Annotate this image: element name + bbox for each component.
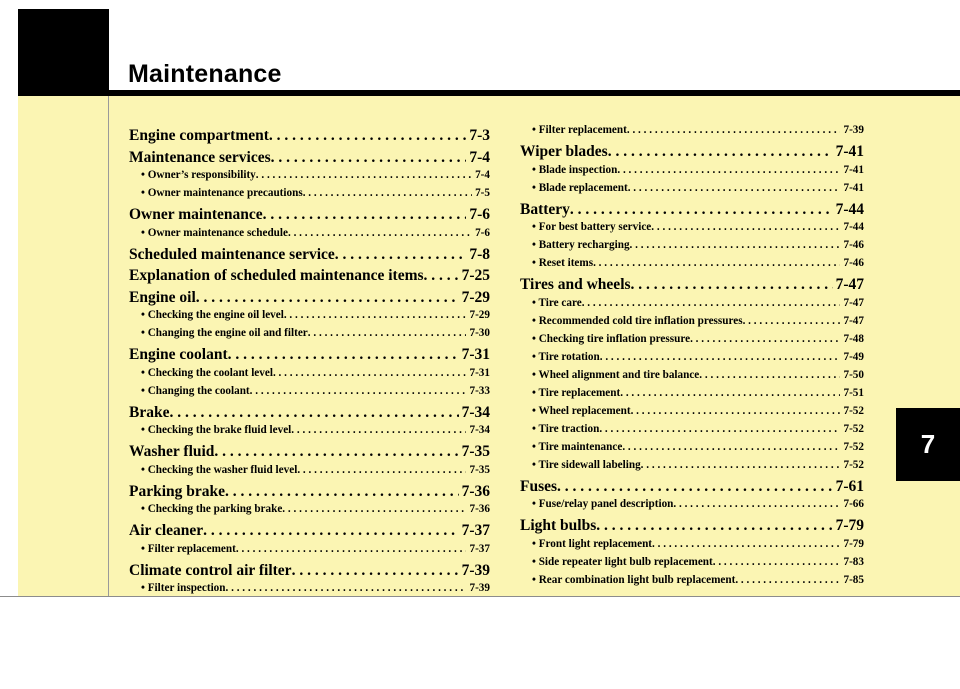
toc-entry-page: 7-39 <box>469 582 490 594</box>
toc-entry-page: 7-52 <box>843 440 864 453</box>
toc-entry-title: • Blade replacement <box>532 181 628 194</box>
toc-entry-page: 7-3 <box>469 127 490 144</box>
toc-leader-dots <box>273 367 467 379</box>
toc-leader-dots <box>620 387 840 399</box>
toc-entry-page: 7-4 <box>475 169 490 181</box>
toc-subsection-entry[interactable] <box>520 182 864 200</box>
toc-entry-page: 7-35 <box>469 463 490 476</box>
toc-entry-title: • Checking the parking brake <box>141 503 283 515</box>
toc-leader-dots <box>627 124 841 136</box>
toc-entry-page: 7-34 <box>461 403 490 421</box>
toc-entry-page: 7-39 <box>461 561 490 579</box>
toc-entry-page: 7-36 <box>461 482 490 500</box>
toc-leader-dots <box>169 404 458 422</box>
toc-leader-dots <box>651 221 840 233</box>
toc-entry-page: 7-51 <box>843 386 864 399</box>
toc-subsection-entry[interactable] <box>520 423 864 441</box>
toc-entry-page: 7-83 <box>843 555 864 568</box>
toc-section-entry[interactable] <box>129 267 490 288</box>
toc-subsection-entry[interactable] <box>129 327 490 345</box>
margin-line <box>108 96 109 596</box>
toc-subsection-entry[interactable] <box>520 538 864 556</box>
toc-leader-dots <box>630 239 841 251</box>
toc-section-entry[interactable] <box>129 289 490 310</box>
chapter-tab-label: 7 <box>920 429 936 459</box>
toc-entry-page: 7-29 <box>469 309 490 321</box>
toc-entry-title: • Changing the coolant <box>141 384 250 397</box>
toc-section-entry[interactable] <box>129 127 490 148</box>
page-title: Maintenance <box>128 60 282 88</box>
toc-entry-page: 7-37 <box>469 542 490 555</box>
toc-entry-title: • Rear combination light bulb replacement <box>532 573 736 586</box>
toc-subsection-entry[interactable] <box>520 257 864 275</box>
toc-leader-dots <box>570 201 833 219</box>
toc-subsection-entry[interactable] <box>520 297 864 315</box>
toc-subsection-entry[interactable] <box>520 369 864 387</box>
toc-entry-title: • Reset items <box>532 257 594 269</box>
toc-entry-page: 7-31 <box>469 366 490 379</box>
toc-section-entry[interactable] <box>129 522 490 543</box>
toc-entry-page: 7-41 <box>835 143 864 160</box>
toc-subsection-entry[interactable] <box>129 543 490 561</box>
toc-entry-title: • Checking tire inflation pressure <box>532 332 691 345</box>
toc-subsection-entry[interactable] <box>129 385 490 403</box>
toc-entry-page: 7-5 <box>475 187 490 199</box>
toc-entry-title: Air cleaner <box>129 522 204 539</box>
toc-leader-dots <box>424 267 459 285</box>
toc-entry-title: • Tire traction <box>532 422 600 435</box>
toc-leader-dots <box>628 182 841 194</box>
toc-leader-dots <box>288 227 472 239</box>
toc-entry-page: 7-66 <box>843 498 864 510</box>
toc-entry-title: • Blade inspection <box>532 163 618 176</box>
toc-leader-dots <box>226 582 467 594</box>
toc-leader-dots <box>622 441 840 453</box>
toc-section-entry[interactable] <box>520 478 864 499</box>
toc-section-entry[interactable] <box>520 276 864 297</box>
toc-section-entry[interactable] <box>129 346 490 367</box>
toc-leader-dots <box>699 369 840 381</box>
toc-entry-page: 7-4 <box>469 148 490 166</box>
toc-entry-title: Owner maintenance <box>129 206 263 223</box>
toc-entry-page: 7-35 <box>461 443 490 460</box>
toc-entry-page: 7-79 <box>843 537 864 550</box>
toc-leader-dots <box>617 164 840 176</box>
toc-subsection-entry[interactable] <box>129 367 490 385</box>
toc-leader-dots <box>284 309 467 321</box>
toc-leader-dots <box>596 517 832 535</box>
toc-entry-title: • Filter inspection <box>141 582 226 594</box>
toc-leader-dots <box>582 297 841 309</box>
toc-subsection-entry[interactable] <box>129 309 490 327</box>
toc-entry-title: Climate control air filter <box>129 561 292 579</box>
toc-section-entry[interactable] <box>129 443 490 464</box>
toc-entry-title: Engine compartment <box>129 127 269 144</box>
toc-subsection-entry[interactable] <box>129 227 490 245</box>
toc-subsection-entry[interactable] <box>520 164 864 182</box>
toc-entry-title: • Checking the brake fluid level <box>141 424 292 436</box>
toc-entry-page: 7-29 <box>461 288 490 306</box>
toc-section-entry[interactable] <box>520 143 864 164</box>
toc-entry-title: • Filter replacement <box>532 124 627 136</box>
toc-leader-dots <box>292 562 459 580</box>
toc-leader-dots <box>214 443 458 461</box>
toc-entry-title: • Tire care <box>532 296 582 309</box>
toc-entry-title: • Checking the washer fluid level <box>141 463 298 476</box>
toc-entry-page: 7-25 <box>461 267 490 284</box>
toc-leader-dots <box>225 483 459 501</box>
corner-black-block <box>18 9 109 96</box>
toc-entry-page: 7-44 <box>835 200 864 218</box>
toc-entry-page: 7-48 <box>843 332 864 345</box>
toc-entry-page: 7-47 <box>835 276 864 293</box>
toc-entry-title: • Tire replacement <box>532 386 621 399</box>
toc-left-column <box>129 126 490 600</box>
toc-subsection-entry[interactable] <box>129 582 490 600</box>
toc-section-entry[interactable] <box>129 206 490 227</box>
toc-leader-dots <box>593 257 840 269</box>
toc-leader-dots <box>599 423 840 435</box>
toc-entry-title: Washer fluid <box>129 443 215 460</box>
toc-entry-page: 7-30 <box>469 327 490 339</box>
toc-leader-dots <box>203 522 458 540</box>
toc-entry-page: 7-33 <box>469 384 490 397</box>
toc-entry-page: 7-44 <box>843 221 864 233</box>
toc-entry-title: Light bulbs <box>520 517 597 534</box>
toc-subsection-entry[interactable] <box>520 124 864 142</box>
toc-entry-title: • Tire maintenance <box>532 440 623 453</box>
toc-entry-title: Engine coolant <box>129 346 228 363</box>
toc-subsection-entry[interactable] <box>129 187 490 205</box>
toc-leader-dots <box>263 206 467 224</box>
toc-subsection-entry[interactable] <box>520 459 864 477</box>
toc-entry-title: • Tire sidewall labeling <box>532 458 641 471</box>
toc-section-entry[interactable] <box>129 404 490 425</box>
toc-entry-title: • Checking the coolant level <box>141 366 273 379</box>
toc-subsection-entry[interactable] <box>520 405 864 423</box>
toc-leader-dots <box>735 574 840 586</box>
toc-entry-page: 7-79 <box>835 517 864 534</box>
toc-entry-page: 7-6 <box>469 206 490 223</box>
toc-entry-title: Wiper blades <box>520 143 608 160</box>
toc-leader-dots <box>557 478 833 496</box>
toc-section-entry[interactable] <box>129 149 490 170</box>
toc-entry-title: Parking brake <box>129 482 226 500</box>
toc-subsection-entry[interactable] <box>129 169 490 187</box>
chapter-tab[interactable] <box>896 408 960 481</box>
toc-leader-dots <box>608 143 833 161</box>
toc-entry-title: • Recommended cold tire inflation pressures <box>532 314 743 327</box>
toc-entry-page: 7-46 <box>843 239 864 251</box>
toc-leader-dots <box>743 315 841 327</box>
toc-entry-page: 7-52 <box>843 422 864 435</box>
toc-entry-page: 7-6 <box>475 226 490 239</box>
toc-subsection-entry[interactable] <box>520 221 864 239</box>
toc-subsection-entry[interactable] <box>520 574 864 592</box>
toc-entry-title: • Fuse/relay panel description <box>532 498 674 510</box>
toc-subsection-entry[interactable] <box>520 556 864 574</box>
toc-entry-page: 7-34 <box>469 424 490 436</box>
toc-entry-page: 7-49 <box>843 350 864 363</box>
toc-entry-title: • Changing the engine oil and filter <box>141 327 308 339</box>
toc-section-entry[interactable] <box>520 201 864 222</box>
toc-entry-title: Tires and wheels <box>520 276 631 293</box>
toc-section-entry[interactable] <box>129 246 490 267</box>
toc-leader-dots <box>673 498 840 510</box>
toc-subsection-entry[interactable] <box>520 441 864 459</box>
toc-leader-dots <box>690 333 840 345</box>
toc-entry-title: • Side repeater light bulb replacement <box>532 555 713 568</box>
toc-entry-page: 7-46 <box>843 257 864 269</box>
toc-leader-dots <box>196 289 459 307</box>
toc-entry-title: • Wheel alignment and tire balance <box>532 368 700 381</box>
toc-subsection-entry[interactable] <box>520 239 864 257</box>
toc-entry-title: • Front light replacement <box>532 537 653 550</box>
toc-subsection-entry[interactable] <box>520 387 864 405</box>
toc-entry-title: Battery <box>520 200 570 218</box>
toc-leader-dots <box>600 351 841 363</box>
toc-entry-page: 7-85 <box>843 573 864 586</box>
toc-entry-title: Explanation of scheduled maintenance items <box>129 267 424 284</box>
toc-entry-title: • Battery recharging <box>532 239 630 251</box>
toc-subsection-entry[interactable] <box>520 351 864 369</box>
toc-entry-page: 7-41 <box>843 163 864 176</box>
toc-leader-dots <box>652 538 840 550</box>
toc-entry-title: Fuses <box>520 477 558 495</box>
toc-leader-dots <box>256 169 472 181</box>
toc-entry-title: Maintenance services <box>129 148 271 166</box>
toc-entry-title: • Owner maintenance precautions <box>141 187 303 199</box>
toc-leader-dots <box>291 424 466 436</box>
toc-subsection-entry[interactable] <box>520 315 864 333</box>
toc-subsection-entry[interactable] <box>129 464 490 482</box>
toc-leader-dots <box>236 543 467 555</box>
toc-subsection-entry[interactable] <box>520 498 864 516</box>
toc-entry-page: 7-36 <box>469 503 490 515</box>
toc-entry-page: 7-37 <box>461 522 490 539</box>
toc-leader-dots <box>228 346 459 364</box>
toc-entry-title: Engine oil <box>129 288 196 306</box>
toc-leader-dots <box>335 246 467 264</box>
toc-right-column <box>520 124 864 592</box>
toc-entry-title: • Owner’s responsibility <box>141 169 256 181</box>
toc-subsection-entry[interactable] <box>129 424 490 442</box>
toc-entry-page: 7-8 <box>469 245 490 263</box>
toc-leader-dots <box>250 385 467 397</box>
toc-entry-title: Brake <box>129 403 170 421</box>
toc-entry-page: 7-47 <box>843 296 864 309</box>
toc-leader-dots <box>631 405 841 417</box>
toc-leader-dots <box>303 187 472 199</box>
toc-leader-dots <box>308 327 467 339</box>
toc-leader-dots <box>282 503 466 515</box>
toc-entry-page: 7-52 <box>843 458 864 471</box>
toc-subsection-entry[interactable] <box>129 503 490 521</box>
toc-entry-page: 7-47 <box>843 314 864 327</box>
toc-entry-title: • Filter replacement <box>141 542 236 555</box>
toc-section-entry[interactable] <box>129 483 490 504</box>
toc-section-entry[interactable] <box>520 517 864 538</box>
toc-entry-title: • Owner maintenance schedule <box>141 226 288 239</box>
toc-leader-dots <box>271 149 467 167</box>
toc-entry-title: • Tire rotation <box>532 350 600 363</box>
toc-entry-title: • Checking the engine oil level <box>141 309 284 321</box>
toc-entry-page: 7-52 <box>843 404 864 417</box>
toc-entry-page: 7-39 <box>843 124 864 136</box>
toc-leader-dots <box>713 556 841 568</box>
toc-entry-title: Scheduled maintenance service <box>129 245 335 263</box>
toc-leader-dots <box>269 127 466 145</box>
toc-subsection-entry[interactable] <box>520 333 864 351</box>
toc-entry-title: • For best battery service <box>532 221 652 233</box>
toc-entry-page: 7-61 <box>835 477 864 495</box>
toc-entry-page: 7-50 <box>843 368 864 381</box>
toc-entry-page: 7-31 <box>461 346 490 363</box>
toc-entry-page: 7-41 <box>843 181 864 194</box>
toc-entry-title: • Wheel replacement <box>532 404 631 417</box>
toc-section-entry[interactable] <box>129 562 490 583</box>
toc-leader-dots <box>297 464 466 476</box>
toc-leader-dots <box>641 459 841 471</box>
toc-leader-dots <box>631 276 833 294</box>
